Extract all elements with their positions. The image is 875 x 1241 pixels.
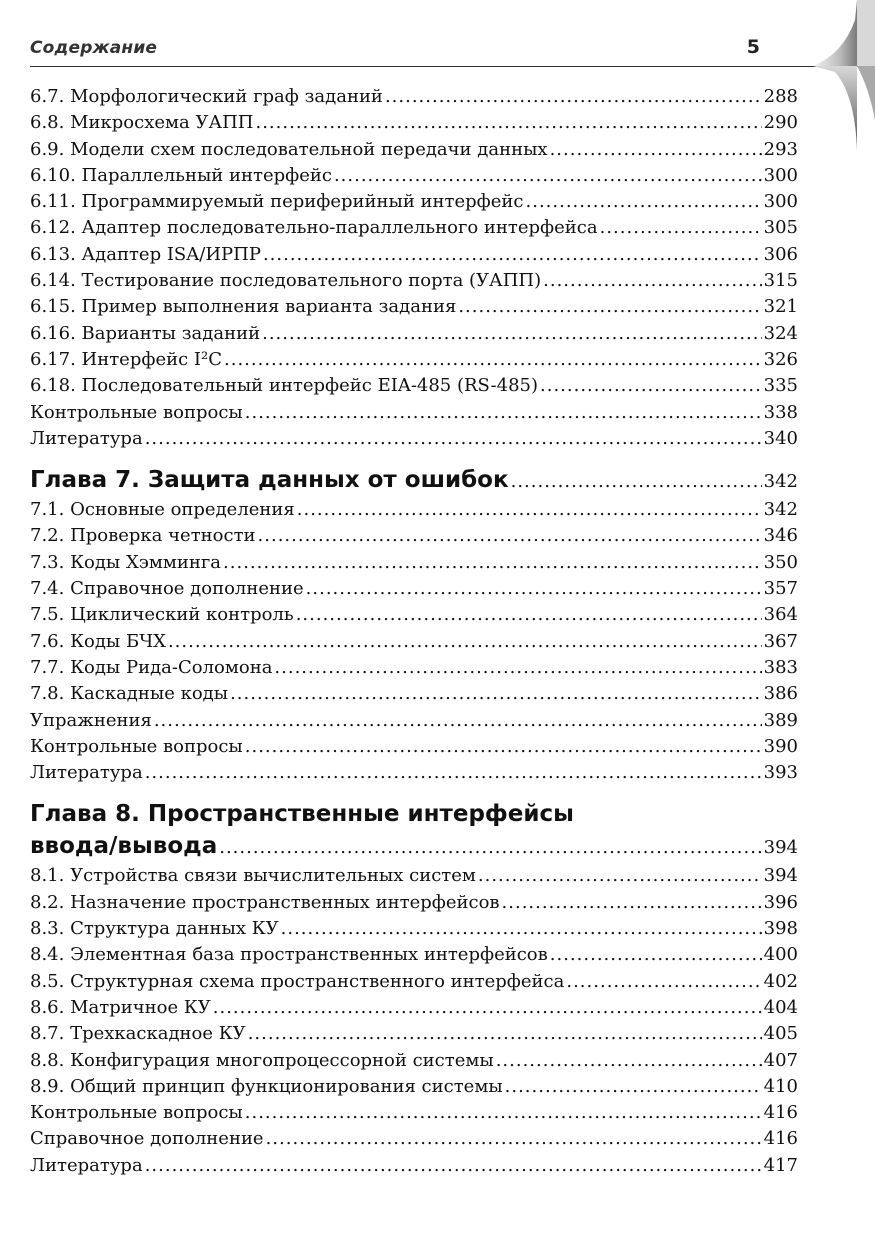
chapter-6-continued (30, 86, 798, 454)
chapter-title: Глава 7. Защита данных от ошибок (30, 467, 509, 494)
chapter-7-heading[interactable]: Глава 7. Защита данных от ошибок ..... 342 (30, 467, 798, 499)
table-of-contents (30, 86, 798, 1181)
toc-entry[interactable]: 6.12. Адаптер последовательно-параллельного интерфейса ..... 305 (30, 217, 798, 243)
toc-entry[interactable]: 8.5. Структурная схема пространственного интерфейса ..... 402 (30, 971, 798, 997)
toc-entry[interactable]: 7.6. Коды БЧХ ..... 367 (30, 631, 798, 657)
toc-entry[interactable]: 7.1. Основные определения ..... 342 (30, 499, 798, 525)
header-title: Содержание (30, 38, 158, 58)
toc-entry[interactable]: 6.18. Последовательный интерфейс EIA-485 (RS-485) ..... 335 (30, 375, 798, 401)
toc-entry[interactable]: 8.9. Общий принцип функционирования системы ..... 410 (30, 1076, 798, 1102)
toc-entry[interactable]: 7.2. Проверка четности ..... 346 (30, 525, 798, 551)
toc-entry[interactable]: 8.4. Элементная база пространственных интерфейсов ..... 400 (30, 944, 798, 970)
toc-entry[interactable]: Литература ..... 417 (30, 1155, 798, 1181)
toc-entry[interactable]: 8.8. Конфигурация многопроцессорной системы ..... 407 (30, 1050, 798, 1076)
toc-entry[interactable]: 8.6. Матричное КУ ..... 404 (30, 997, 798, 1023)
toc-entry[interactable]: 6.17. Интерфейс I²C ..... 326 (30, 349, 798, 375)
toc-entry[interactable]: 8.7. Трехкаскадное КУ ..... 405 (30, 1023, 798, 1049)
toc-entry[interactable]: Упражнения ..... 389 (30, 710, 798, 736)
toc-entry[interactable]: Литература ..... 393 (30, 762, 798, 788)
chapter-8-heading-line2[interactable]: ввода/вывода ..... 394 (30, 833, 798, 865)
page-corner-decoration (795, 0, 875, 150)
toc-entry[interactable]: 6.8. Микросхема УАПП ..... 290 (30, 112, 798, 138)
header-page-number: 5 (746, 36, 760, 58)
toc-entry[interactable]: Контрольные вопросы ..... 338 (30, 402, 798, 428)
toc-entry[interactable]: 7.7. Коды Рида-Соломона ..... 383 (30, 657, 798, 683)
header-rule (30, 66, 870, 67)
toc-entry[interactable]: 6.11. Программируемый периферийный интерфейс ..... 300 (30, 191, 798, 217)
chapter-7 (30, 467, 798, 788)
chapter-title: Глава 8. Пространственные интерфейсы (30, 801, 574, 828)
toc-entry[interactable]: 6.10. Параллельный интерфейс ..... 300 (30, 165, 798, 191)
toc-entry[interactable]: 7.3. Коды Хэмминга ..... 350 (30, 552, 798, 578)
toc-entry[interactable]: Литература ..... 340 (30, 428, 798, 454)
toc-entry[interactable]: 6.7. Морфологический граф заданий ..... 288 (30, 86, 798, 112)
toc-entry[interactable]: 7.5. Циклический контроль ..... 364 (30, 604, 798, 630)
toc-entry[interactable]: 6.15. Пример выполнения варианта задания ..... 321 (30, 296, 798, 322)
toc-entry[interactable]: 6.9. Модели схем последовательной передачи данных ..... 293 (30, 139, 798, 165)
toc-entry[interactable]: 8.1. Устройства связи вычислительных систем ..... 394 (30, 865, 798, 891)
chapter-8 (30, 801, 798, 1181)
toc-entry[interactable]: Справочное дополнение ..... 416 (30, 1128, 798, 1154)
chapter-8-heading-line1[interactable] (30, 801, 798, 833)
running-header (30, 38, 760, 68)
toc-entry[interactable]: 7.8. Каскадные коды ..... 386 (30, 683, 798, 709)
toc-entry[interactable]: Контрольные вопросы ..... 416 (30, 1102, 798, 1128)
chapter-title-continued: ввода/вывода (30, 833, 218, 860)
toc-entry[interactable]: 6.16. Варианты заданий ..... 324 (30, 323, 798, 349)
toc-entry[interactable]: 6.14. Тестирование последовательного порта (УАПП) ..... 315 (30, 270, 798, 296)
toc-entry[interactable]: 6.13. Адаптер ISA/ИРПР ..... 306 (30, 244, 798, 270)
toc-entry[interactable]: 8.3. Структура данных КУ ..... 398 (30, 918, 798, 944)
toc-entry[interactable]: 7.4. Справочное дополнение ..... 357 (30, 578, 798, 604)
toc-entry[interactable]: Контрольные вопросы ..... 390 (30, 736, 798, 762)
toc-entry[interactable]: 8.2. Назначение пространственных интерфейсов ..... 396 (30, 892, 798, 918)
